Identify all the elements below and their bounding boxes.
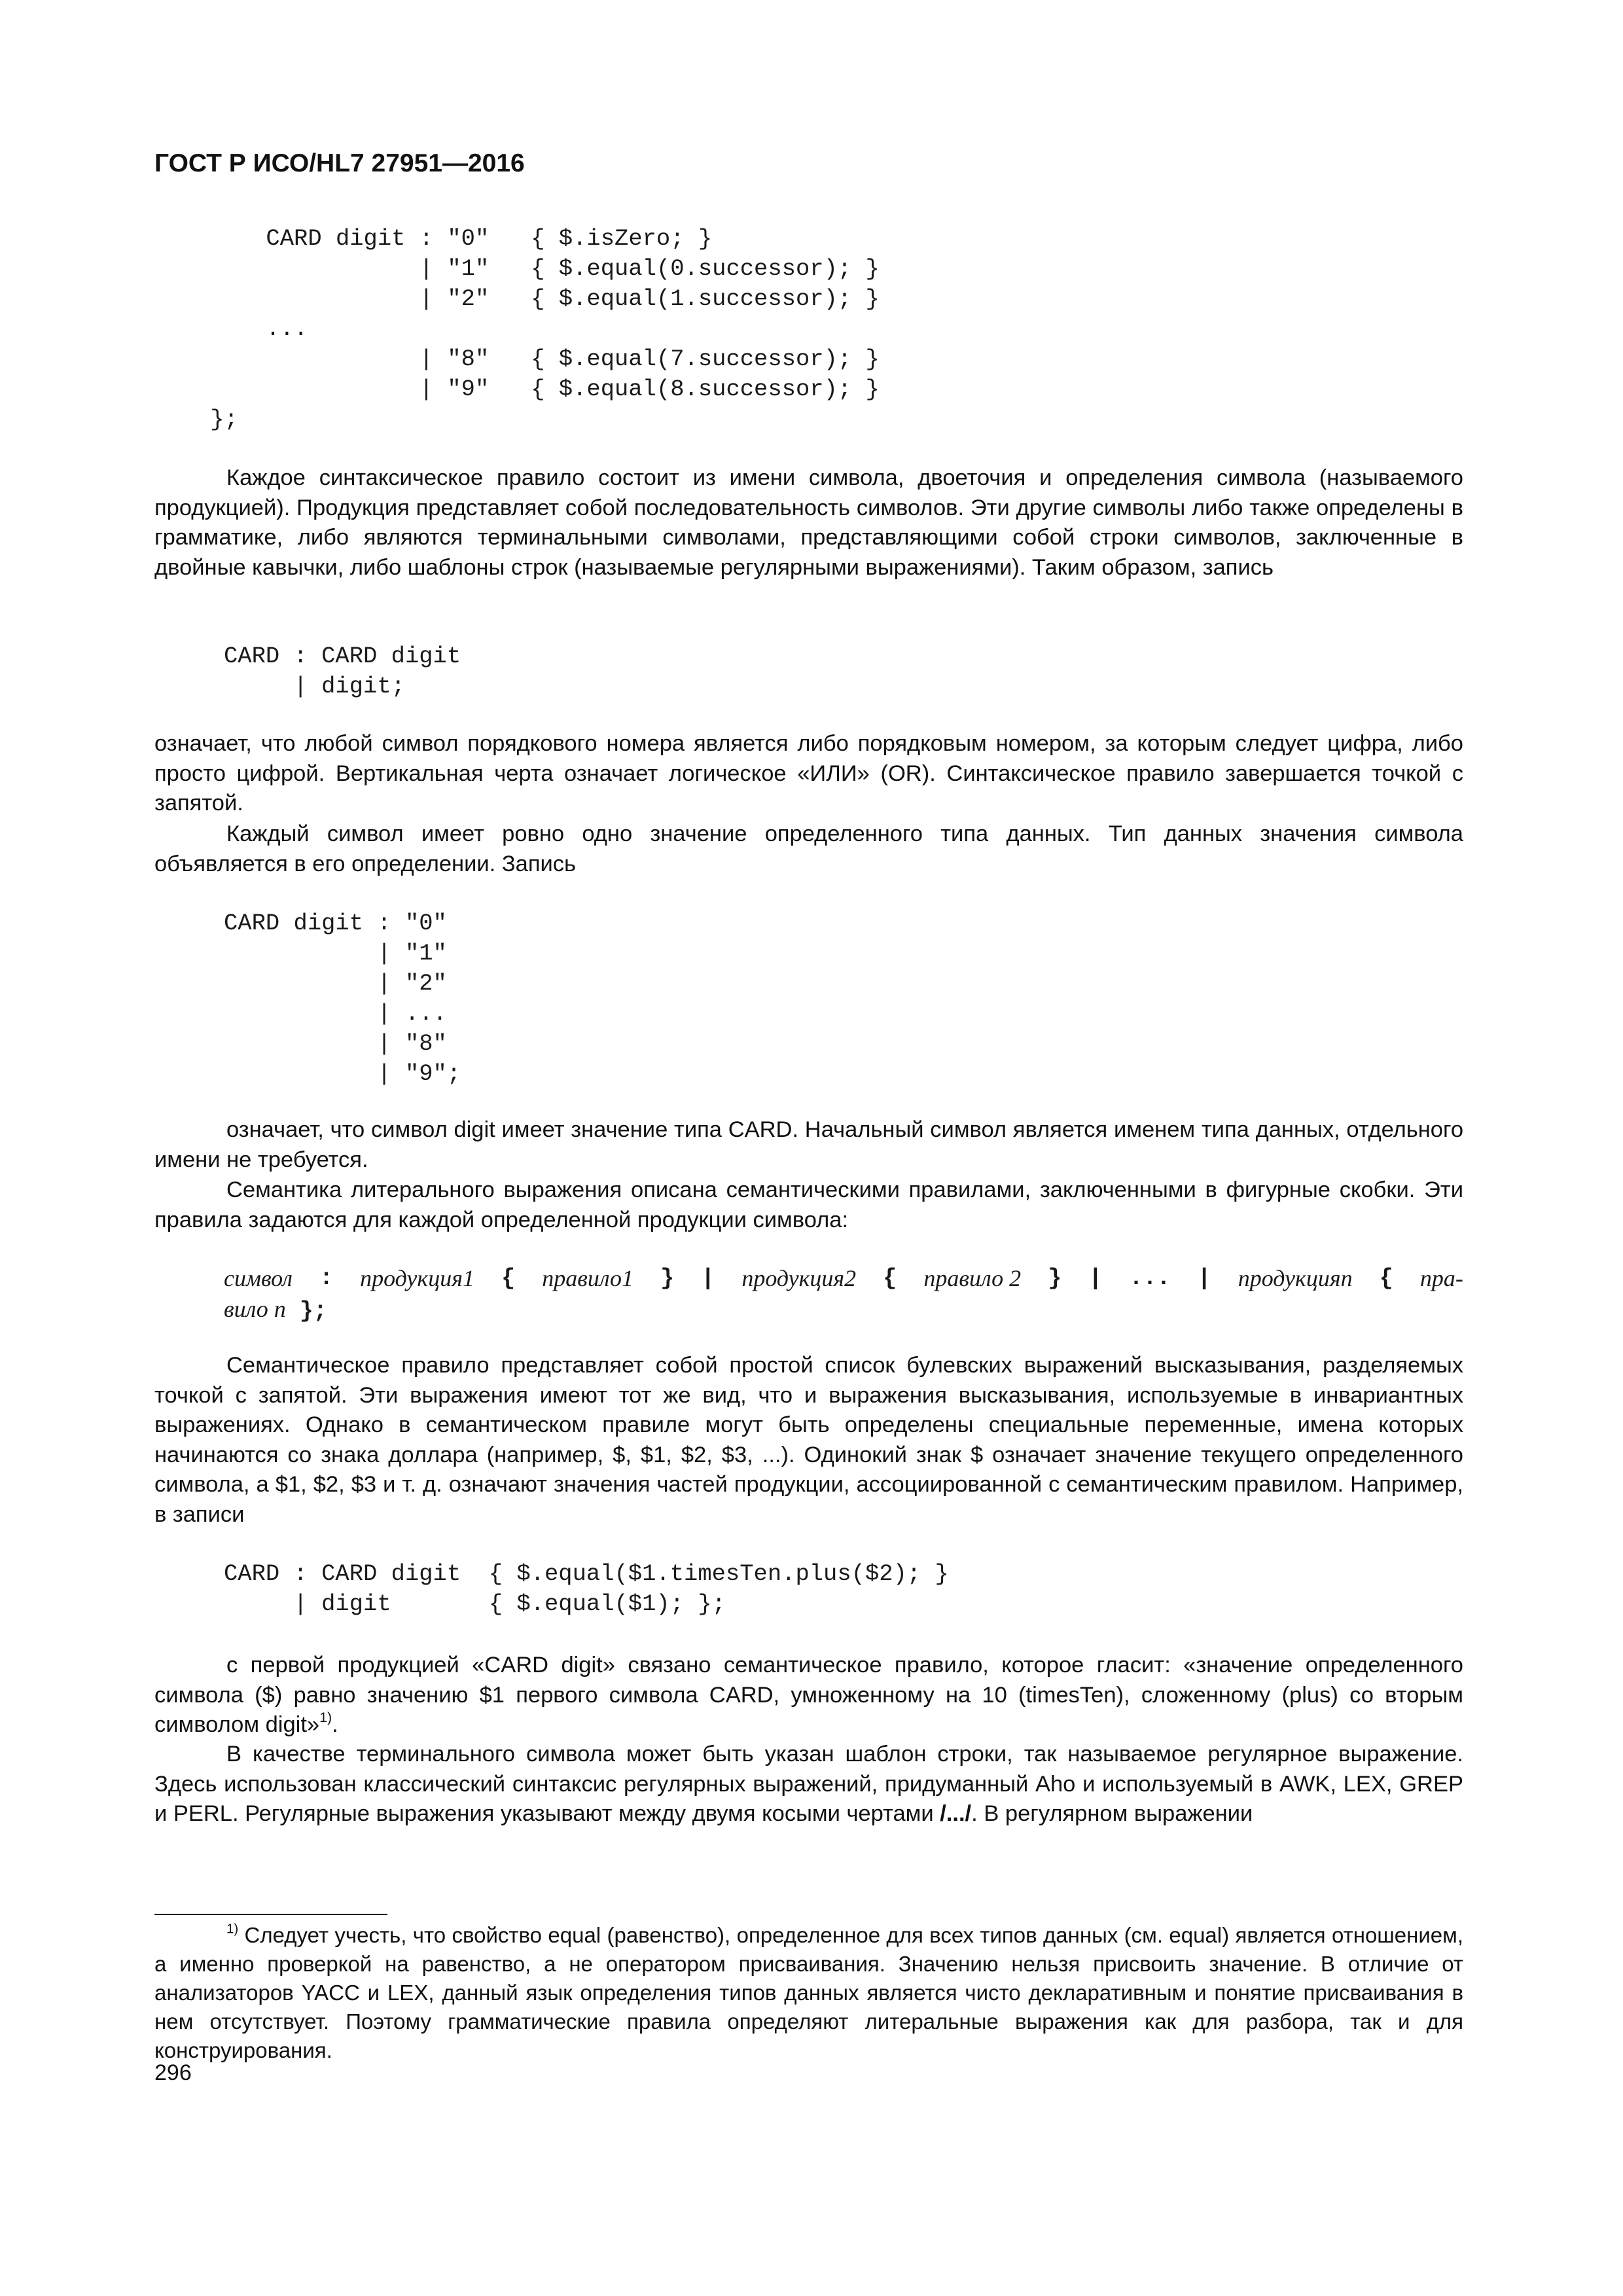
footnote-text: Следует учесть, что свойство equal (равенство), определенное для всех типов данных (см. equal) является отношением, а именно проверкой на равенство, а не оператором присваивания. Значению нельзя присвоить значение. В отличие от анализаторов YACC и LEX, данный язык определения типов данных является чисто декларативным и понятие присваивания в нем отсутствует. Поэтому грамматические правила определяют литеральные выражения как для разбора, так и для конструирования. <box>154 1923 1463 2062</box>
paragraph-regular-expressions <box>154 1740 1463 1829</box>
paragraph-regex-end: . В регулярном выражении <box>971 1801 1253 1826</box>
formula-production-2: продукция2 <box>741 1265 857 1291</box>
footnote-reference: 1) <box>319 1710 332 1726</box>
formula-rbrace-1: } <box>660 1265 675 1291</box>
formula-lbrace-2: { <box>883 1265 897 1291</box>
semantic-rule-formula <box>224 1263 1463 1327</box>
formula-production-n: продукцияn <box>1238 1265 1353 1291</box>
footnote-separator <box>154 1914 387 1915</box>
formula-rule-n-part-1: пра- <box>1419 1265 1463 1291</box>
regex-slashes: /.../ <box>940 1801 972 1826</box>
formula-end: }; <box>299 1298 327 1324</box>
code-block-digit-semantic: CARD digit : "0" { $.isZero; } | "1" { $.equal(0.successor); } | "2" { $.equal(1.successor); } ... | "8" { $.equal(7.successor); } | "9" { $.equal(8.successor); } }; <box>210 225 880 433</box>
footnote-mark: 1) <box>226 1921 239 1937</box>
code-block-card-grammar: CARD : CARD digit | digit; <box>224 643 461 700</box>
formula-bar-3: | <box>1197 1265 1211 1291</box>
formula-symbol: символ <box>224 1265 293 1291</box>
formula-rule-2: правило 2 <box>923 1265 1022 1291</box>
code-block-times-ten: CARD : CARD digit { $.equal($1.timesTen.plus($2); } | digit { $.equal($1); }; <box>224 1560 949 1617</box>
formula-rule-1: правило1 <box>542 1265 633 1291</box>
paragraph-syntax-rule: Каждое синтаксическое правило состоит из имени символа, двоеточия и определения символа (называемого продукцией). Продукция представляет собой последовательность символов. Эти другие символы либо также определены в грамматике, либо являются терминальными символами, представляющими собой строки символов, заключенные в двойные кавычки, либо шаблоны строк (называемые регулярными выражениями). Таким образом, запись <box>154 465 1463 580</box>
formula-colon: : <box>319 1265 334 1291</box>
page-number: 296 <box>154 2060 192 2085</box>
paragraph-semantic-rule: Семантическое правило представляет собой простой список булевских выражений высказывания, разделяемых точкой с запятой. Эти выражения имеют тот же вид, что и выражения высказывания, используемые в инвариантных выражениях. Однако в семантическом правиле могут быть определены специальные переменные, имена которых начинаются со знака доллара (например, $, $1, $2, $3, ...). Одинокий знак $ означает значение текущего определенного символа, а $1, $2, $3 и т. д. означают значения частей продукции, ассоциированной с семантическим правилом. Например, в записи <box>154 1353 1463 1527</box>
paragraph-digit-type: означает, что символ digit имеет значение типа CARD. Начальный символ является именем типа данных, отдельного имени не требуется. <box>154 1117 1463 1172</box>
paragraph-first-production-end: . <box>332 1712 338 1737</box>
formula-production-1: продукция1 <box>360 1265 474 1291</box>
paragraph-first-production-text: с первой продукцией «CARD digit» связано семантическое правило, которое гласит: «значение определенного символа ($) равно значению $1 первого символа CARD, умноженному на 10 (timesTen), сложенному (plus) со вторым символом digit» <box>154 1653 1463 1737</box>
formula-lbrace-n: { <box>1379 1265 1393 1291</box>
formula-line-1 <box>224 1263 1463 1294</box>
footnote <box>154 1921 1463 2065</box>
formula-bar-1: | <box>701 1265 715 1291</box>
formula-dots: ... <box>1129 1265 1171 1291</box>
formula-rule-n-part-2: вило n <box>224 1296 286 1322</box>
document-header: ГОСТ Р ИСО/HL7 27951—2016 <box>154 149 525 177</box>
formula-line-2 <box>224 1294 1463 1327</box>
paragraph-semantics: Семантика литерального выражения описана семантическими правилами, заключенными в фигурные скобки. Эти правила задаются для каждой определенной продукции символа: <box>154 1177 1463 1232</box>
formula-rbrace-2: } <box>1048 1265 1062 1291</box>
formula-lbrace-1: { <box>501 1265 516 1291</box>
code-block-digit-alternatives: CARD digit : "0" | "1" | "2" | ... | "8" | "9"; <box>224 910 461 1087</box>
paragraph-ordinal-meaning: означает, что любой символ порядкового номера является либо порядковым номером, за которым следует цифра, либо просто цифрой. Вертикальная черта означает логическое «ИЛИ» (OR). Синтаксическое правило завершается точкой с запятой. <box>154 731 1463 816</box>
paragraph-first-production <box>154 1651 1463 1740</box>
formula-bar-2: | <box>1088 1265 1103 1291</box>
paragraph-regex-text: В качестве терминального символа может быть указан шаблон строки, так называемое регулярное выражение. Здесь использован классический синтаксис регулярных выражений, придуманный Aho и используемый в AWK, LEX, GREP и PERL. Регулярные выражения указывают между двумя косыми чертами <box>154 1742 1463 1826</box>
paragraph-symbol-value: Каждый символ имеет ровно одно значение определенного типа данных. Тип данных значения символа объявляется в его определении. Запись <box>154 821 1463 876</box>
